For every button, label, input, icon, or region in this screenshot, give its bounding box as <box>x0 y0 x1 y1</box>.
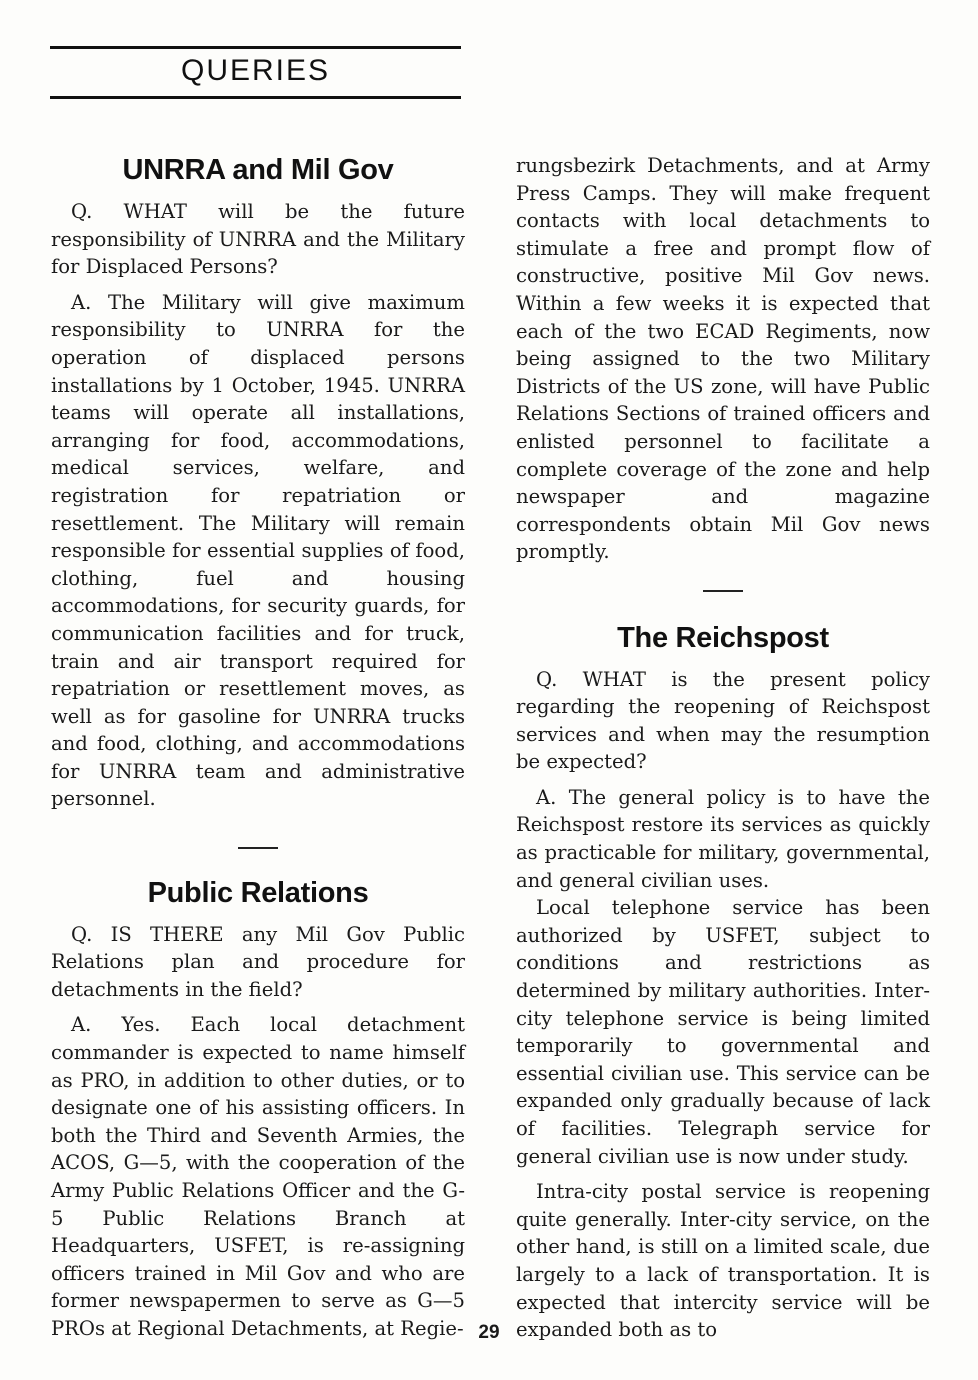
answer-reichspost-2: Local telephone service has been authorized by USFET, subject to conditions and restrictions as determined by military authorities. Inter-city telephone service is being limited temporarily to governmental and essential civilian use. This service can be expanded only gradually because of lack of facilities. Telegraph service for general civilian use is now under study. <box>516 896 930 1168</box>
section-divider <box>238 847 278 849</box>
answer-unrra: A. The Military will give maximum responsibility to UNRRA for the operation of displaced persons installations by 1 October, 1945. UNRRA teams will operate all installations, arranging for food, accommodations, medical services, welfare, and registration for repatriation or resettlement. The Military will remain responsible for essential supplies of food, clothing, fuel and housing accommodations, for security guards, for communication facilities and for truck, train and air transport required for repatriation or resettlement moves, as well as for gasoline for UNRRA trucks and food, clothing, and accommodations for UNRRA team and administrative personnel. <box>51 290 465 811</box>
section-heading-reichspost: The Reichspost <box>617 621 829 654</box>
answer-reichspost-1: A. The general policy is to have the Reichspost restore its services as quickly as practicable for military, governmental, and general civilian uses. <box>516 785 930 892</box>
masthead-title: QUERIES <box>180 54 331 87</box>
answer-public-relations: A. Yes. Each local detachment commander is expected to name himself as PRO, in addition to other duties, or to designate one of his assisting officers. In both the Third and Seventh Armies, the ACOS, G—5, with the cooperation of the Army Public Relations Officer and the G-5 Public Relations Branch at Headquarters, USFET, is re-assigning officers trained in Mil Gov and who are former newspapermen to serve as G—5 PROs at Regional Detachments, at Regie- <box>51 1013 465 1340</box>
question-unrra: Q. WHAT will be the future responsibility of UNRRA and the Military for Displaced Persons? <box>51 200 465 279</box>
right-column <box>516 152 930 1344</box>
section-heading-public-relations: Public Relations <box>147 876 369 909</box>
left-column <box>51 150 465 1343</box>
masthead-top-rule <box>50 46 461 49</box>
question-reichspost: Q. WHAT is the present policy regarding the reopening of Reichspost services and when may the resumption be expected? <box>516 667 930 774</box>
section-divider <box>703 590 743 592</box>
page-number: 29 <box>478 1322 500 1343</box>
answer-reichspost-3: Intra-city postal service is reopening quite generally. Inter-city service, on the other hand, is still on a limited scale, due largely to a lack of transportation. It is expected that intercity service will be expanded both as to <box>516 1180 930 1342</box>
section-heading-unrra: UNRRA and Mil Gov <box>122 154 394 186</box>
question-public-relations: Q. IS THERE any Mil Gov Public Relations plan and procedure for detachments in the field? <box>51 922 465 1001</box>
answer-public-relations-continued: rungsbezirk Detachments, and at Army Press Camps. They will make frequent contacts with local detachments to stimulate a free and prompt flow of constructive, positive Mil Gov news. Within a few weeks it is expected that each of the two ECAD Regiments, now being assigned to the two Military Districts of the US zone, will have Public Relations Sections of trained officers and enlisted personnel to facilitate a complete coverage of the zone and help newspaper and magazine correspondents obtain Mil Gov news promptly. <box>516 154 930 564</box>
masthead-bottom-rule <box>50 96 461 99</box>
